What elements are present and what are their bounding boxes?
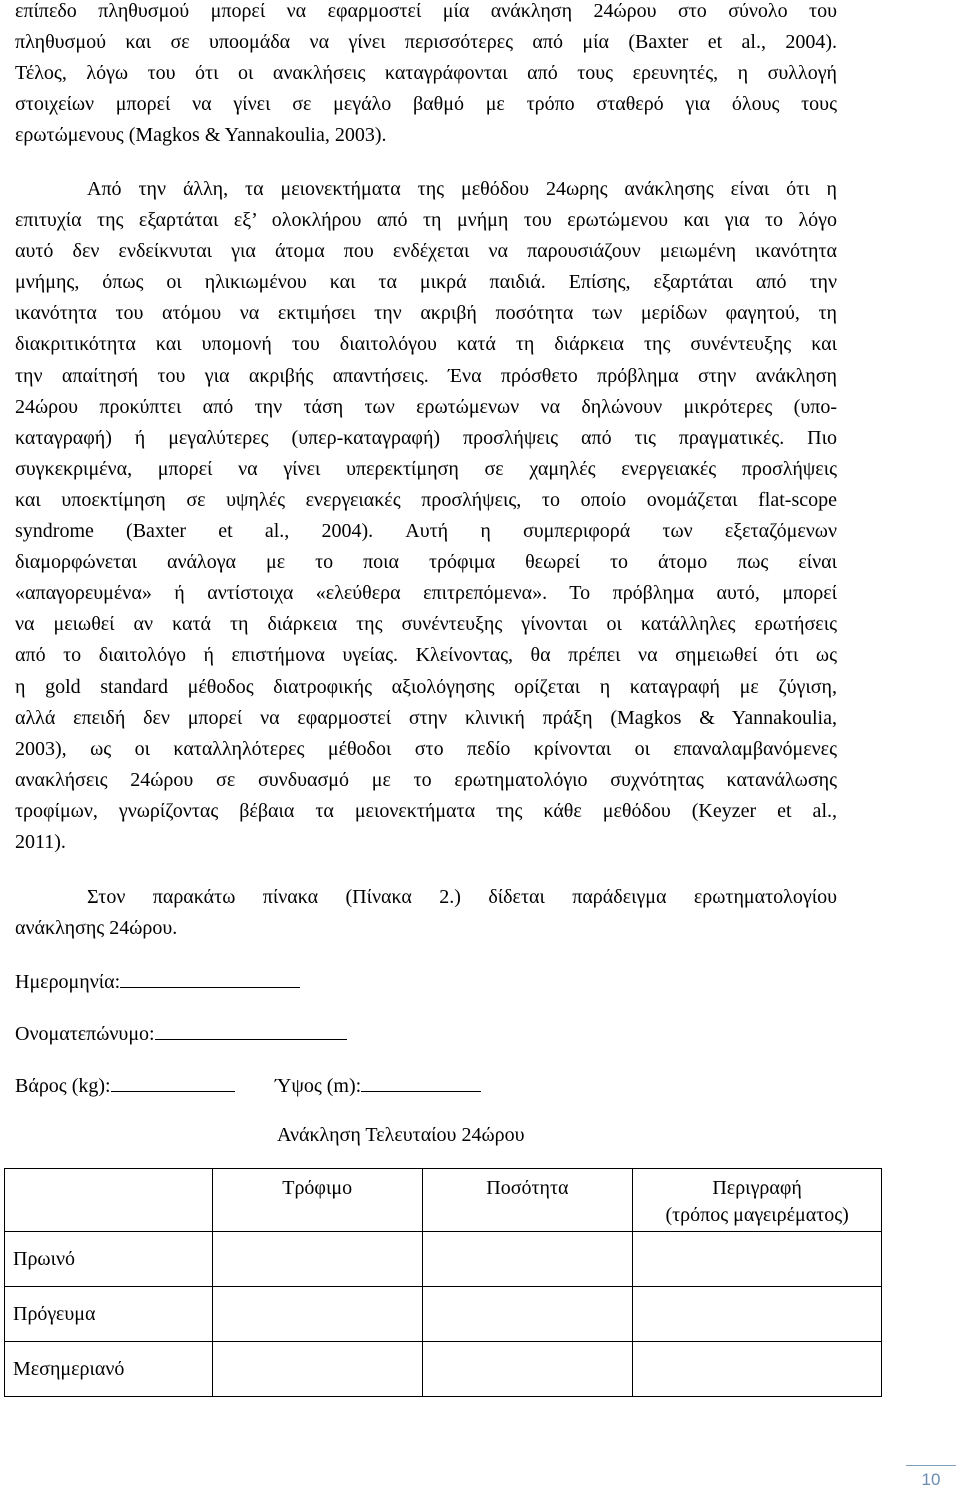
header-description-label: Περιγραφή (712, 1177, 802, 1199)
text-line: από το διαιτολόγο ή επιστήμονα υγείας. Κλείνοντας, θα πρέπει να σημειωθεί ότι ως (15, 644, 837, 667)
text-line: ικανότητα του ατόμου να εκτιμήσει την ακριβή ποσότητα των μερίδων φαγητού, τη (15, 302, 837, 325)
header-cell-empty (5, 1169, 213, 1232)
cell-description[interactable] (633, 1342, 882, 1397)
text-line: διαμορφώνεται ανάλογα με το ποια τρόφιμα θεωρεί το άτομο πως είναι (15, 551, 837, 574)
table-header-row (5, 1169, 882, 1232)
text-line: syndrome (Baxter et al., 2004). Αυτή η συμπεριφορά των εξεταζόμενων (15, 520, 837, 543)
text-line: 2003), ως οι καταλληλότερες μέθοδοι στο πεδίο κρίνονται οι επαναλαμβανόμενες (15, 737, 837, 760)
text-line: Από την άλλη, τα μειονεκτήματα της μεθόδου 24ωρης ανάκλησης είναι ότι η (87, 178, 837, 200)
name-blank[interactable] (155, 1020, 347, 1040)
header-cell-quantity: Ποσότητα (422, 1169, 633, 1232)
height-blank[interactable] (361, 1072, 481, 1092)
cell-description[interactable] (633, 1287, 882, 1342)
date-line (15, 968, 300, 994)
weight-blank[interactable] (111, 1072, 235, 1092)
cell-description[interactable] (633, 1232, 882, 1287)
weight-label: Βάρος (kg): (15, 1075, 111, 1097)
text-line: ανάκλησης 24ώρου. (15, 917, 178, 940)
text-line: Τέλος, λόγω του ότι οι ανακλήσεις καταγράφονται από τους ερευνητές, η συλλογή (15, 62, 837, 85)
meal-label-snack: Πρόγευμα (5, 1287, 213, 1342)
cell-quantity[interactable] (422, 1287, 633, 1342)
text-line: και υποεκτίμηση σε υψηλές ενεργειακές προσλήψεις, το οποίο ονομάζεται flat-scope (15, 488, 837, 511)
name-line (15, 1020, 347, 1046)
cell-quantity[interactable] (422, 1232, 633, 1287)
cell-food[interactable] (212, 1342, 422, 1397)
text-line: ανακλήσεις 24ώρου σε συνδυασμό με το ερωτηματολόγιο συχνότητας κατανάλωσης (15, 768, 837, 791)
text-line: την απαίτησή του για ακριβής απαντήσεις. Ένα πρόσθετο πρόβλημα στην ανάκληση (15, 364, 837, 387)
date-blank[interactable] (120, 968, 300, 988)
paragraph-disadvantages (15, 174, 837, 858)
text-line: 24ώρου προκύπτει από την τάση των ερωτώμενων να δηλώνουν μικρότερες (υπο- (15, 395, 837, 418)
meal-label-breakfast: Πρωινό (5, 1232, 213, 1287)
text-line: διακριτικότητα και υπομονή του διαιτολόγου κατά τη διάρκεια της συνέντευξης και (15, 333, 837, 356)
text-line: στοιχείων μπορεί να γίνει σε μεγάλο βαθμό με τρόπο σταθερό για όλους τους (15, 93, 837, 116)
table-row (5, 1232, 882, 1287)
table-title: Ανάκληση Τελευταίου 24ώρου (277, 1124, 525, 1146)
height-label: Ύψος (m): (275, 1075, 362, 1097)
text-line: να μειωθεί αν κατά τη διάρκεια της συνέντευξης γίνονται οι κατάλληλες ερωτήσεις (15, 613, 837, 636)
header-cell-description (633, 1169, 882, 1232)
text-line: τροφίμων, γνωρίζοντας βέβαια τα μειονεκτήματα της κάθε μεθόδου (Keyzer et al., (15, 799, 837, 822)
date-label: Ημερομηνία: (15, 971, 121, 993)
cell-quantity[interactable] (422, 1342, 633, 1397)
text-line: επίπεδο πληθυσμού μπορεί να εφαρμοστεί μία ανάκληση 24ώρου στο σύνολο του (15, 0, 837, 22)
text-line: αυτό δεν ενδείκνυται για άτομα που ενδέχεται να παρουσιάζουν μειωμένη ικανότητα (15, 240, 837, 263)
footer-rule (906, 1465, 956, 1466)
text-line: η gold standard μέθοδος διατροφικής αξιολόγησης ορίζεται η καταγραφή με ζύγιση, (15, 675, 837, 698)
height-line (275, 1072, 481, 1098)
text-line: Στον παρακάτω πίνακα (Πίνακα 2.) δίδεται παράδειγμα ερωτηματολογίου (87, 886, 837, 908)
table-row (5, 1287, 882, 1342)
meal-label-lunch: Μεσημεριανό (5, 1342, 213, 1397)
weight-height-line (15, 1072, 235, 1098)
name-label: Ονοματεπώνυμο: (15, 1023, 155, 1045)
recall-table (4, 1168, 882, 1397)
text-line: «απαγορευμένα» ή αντίστοιχα «ελεύθερα επιτρεπόμενα». Το πρόβλημα αυτό, μπορεί (15, 582, 837, 605)
text-line: ερωτώμενους (Magkos & Yannakoulia, 2003). (15, 124, 387, 147)
text-line: 2011). (15, 830, 66, 853)
text-line: μνήμης, όπως οι ηλικιωμένου και τα μικρά παιδιά. Επίσης, εξαρτάται από την (15, 271, 837, 294)
cell-food[interactable] (212, 1287, 422, 1342)
text-line: αλλά επειδή δεν μπορεί να εφαρμοστεί στην κλινική πράξη (Magkos & Yannakoulia, (15, 706, 837, 729)
header-cell-food: Τρόφιμο (212, 1169, 422, 1232)
table-row (5, 1342, 882, 1397)
cell-food[interactable] (212, 1232, 422, 1287)
header-description-sub: (τρόπος μαγειρέματος) (665, 1204, 849, 1226)
text-line: καταγραφή) ή μεγαλύτερες (υπερ-καταγραφή) προσλήψεις από τις πραγματικές. Πιο (15, 426, 837, 449)
text-line: συγκεκριμένα, μπορεί να γίνει υπερεκτίμηση σε χαμηλές ενεργειακές προσλήψεις (15, 457, 837, 480)
paragraph-continuation (15, 0, 837, 151)
text-line: επιτυχία της εξαρτάται εξ’ ολοκλήρου από τη μνήμη του ερωτώμενου και για το λόγο (15, 209, 837, 232)
page-number: 10 (921, 1470, 941, 1489)
text-line: πληθυσμού και σε υποομάδα να γίνει περισσότερες από μία (Baxter et al., 2004). (15, 31, 837, 54)
paragraph-table-intro (15, 882, 837, 944)
